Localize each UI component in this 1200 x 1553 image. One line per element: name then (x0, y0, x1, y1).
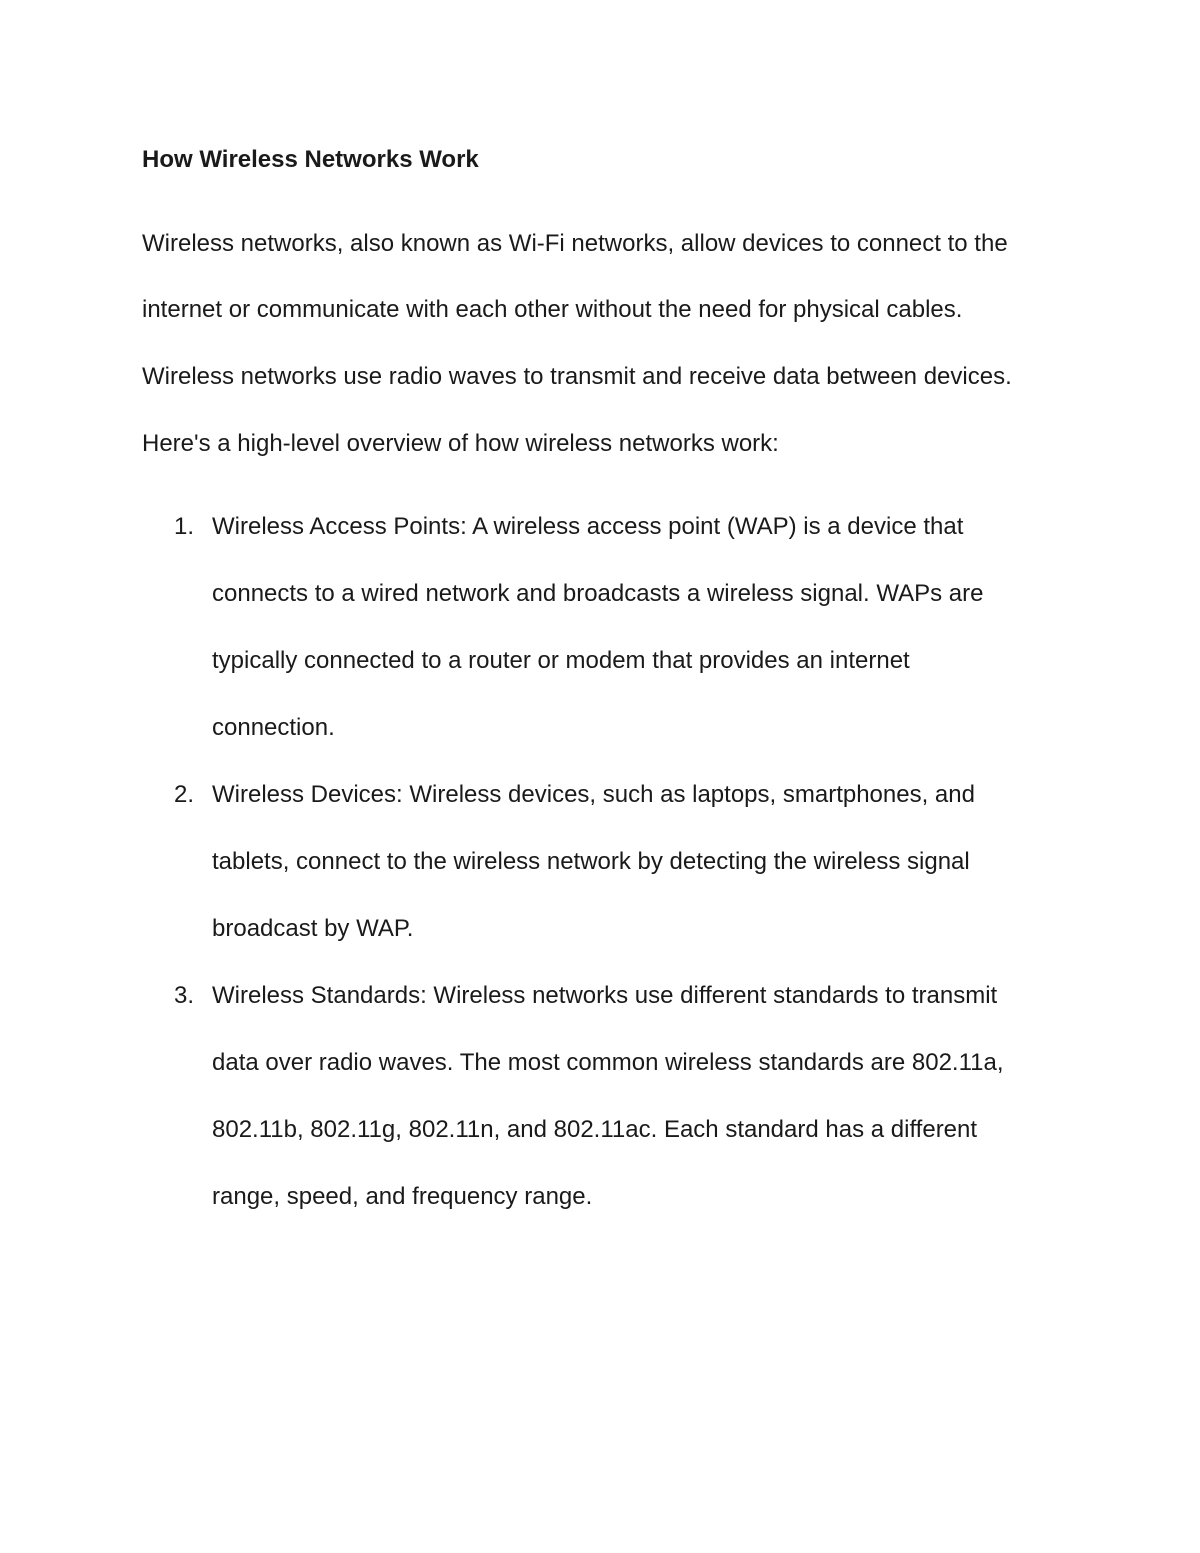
list-item-number: 1. (174, 513, 195, 540)
list-item-line: Wireless Standards: Wireless networks use different standards to transmit (212, 982, 998, 1009)
document-title: How Wireless Networks Work (142, 146, 479, 173)
list-item-line: broadcast by WAP. (212, 915, 414, 942)
list-item-line: data over radio waves. The most common wireless standards are 802.11a, (212, 1049, 1004, 1076)
list-item-line: Wireless Devices: Wireless devices, such as laptops, smartphones, and (212, 781, 975, 808)
intro-line: internet or communicate with each other without the need for physical cables. (142, 296, 963, 323)
list-item-number: 3. (174, 982, 195, 1009)
list-item-line: Wireless Access Points: A wireless access point (WAP) is a device that (212, 513, 964, 540)
intro-line: Wireless networks use radio waves to transmit and receive data between devices. (142, 363, 1012, 390)
intro-line: Wireless networks, also known as Wi-Fi networks, allow devices to connect to the (142, 230, 1008, 257)
list-item-line: range, speed, and frequency range. (212, 1183, 593, 1210)
list-item-number: 2. (174, 781, 195, 808)
list-item-line: 802.11b, 802.11g, 802.11n, and 802.11ac. Each standard has a different (212, 1116, 978, 1143)
list-item-line: typically connected to a router or modem that provides an internet (212, 647, 910, 674)
list-item-line: connects to a wired network and broadcasts a wireless signal. WAPs are (212, 580, 984, 607)
list-item-line: connection. (212, 714, 335, 741)
intro-line: Here's a high-level overview of how wireless networks work: (142, 430, 779, 457)
list-item-line: tablets, connect to the wireless network by detecting the wireless signal (212, 848, 970, 875)
